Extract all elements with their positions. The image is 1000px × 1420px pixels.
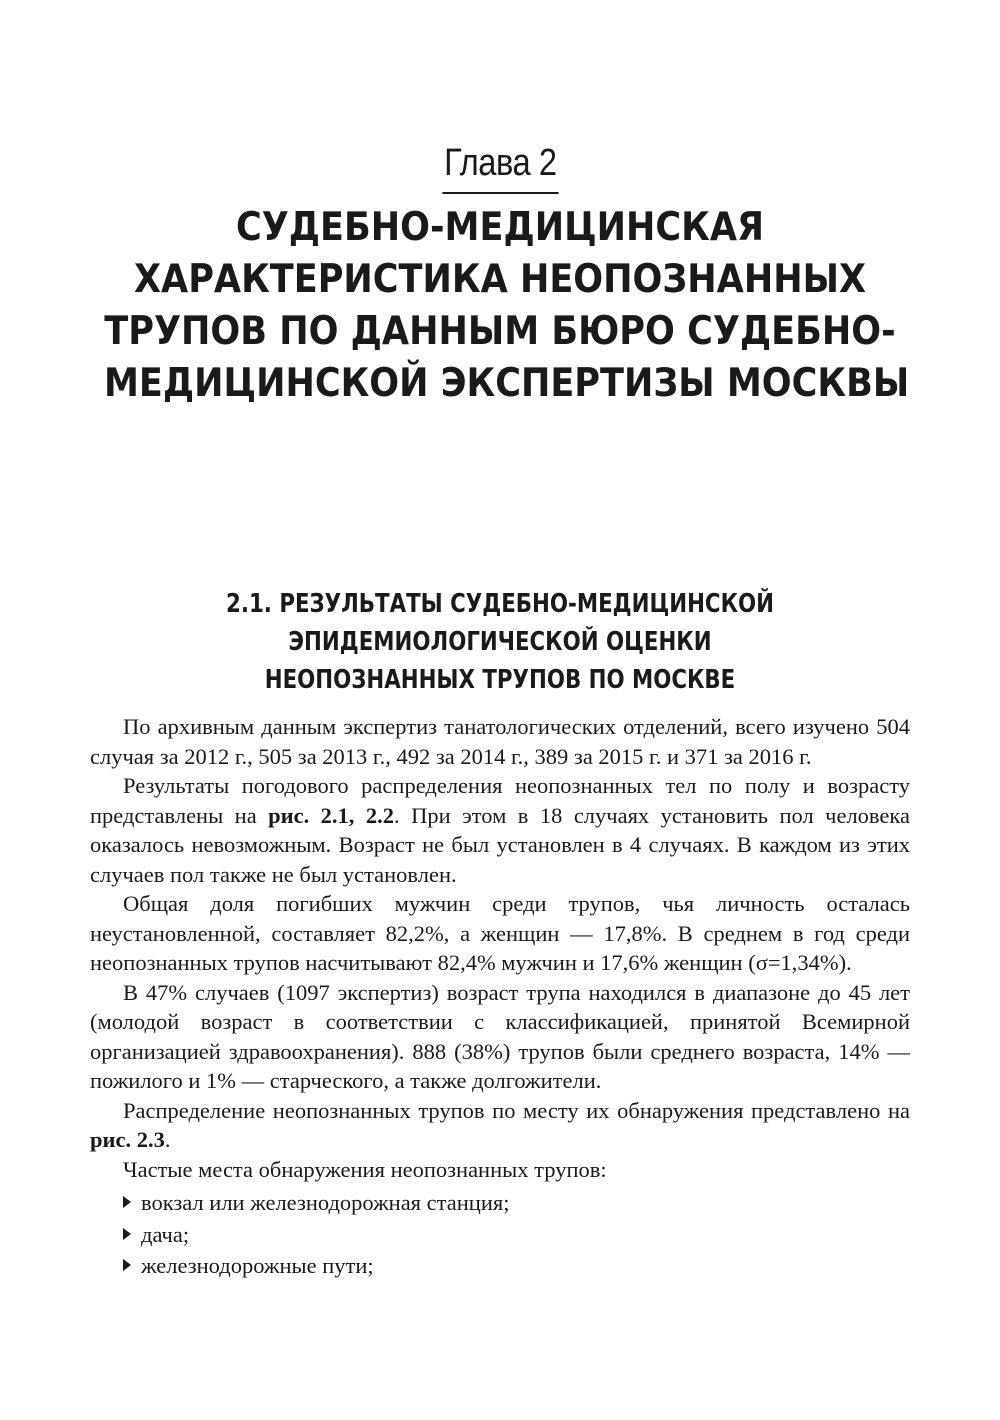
section-title-line: 2.1. РЕЗУЛЬТАТЫ СУДЕБНО-МЕДИЦИНСКОЙ [226, 589, 774, 619]
section-title [100, 585, 900, 699]
paragraph [90, 1096, 910, 1155]
list-item [90, 1251, 910, 1281]
chapter-number: Глава 2 [442, 138, 558, 194]
list-item-text: железнодорожные пути; [141, 1253, 374, 1278]
triangle-bullet-icon [123, 1259, 131, 1271]
paragraph-text: В 47% случаев (1097 экспертиз) возраст трупа находился в диапазоне до 45 лет (молодой возраст в соответствии с классификацией, принятой Всемирной организацией здравоохранения). 888 (38%) трупов были среднего возраста, 14% — пожилого и 1% — старческого, а также долгожители. [90, 979, 910, 1093]
list-item [90, 1220, 910, 1250]
figure-reference: рис. 2.3 [90, 1127, 165, 1152]
body-text [90, 712, 910, 1283]
paragraph-text: Частые места обнаружения неопознанных трупов: [123, 1156, 607, 1182]
chapter-label [0, 138, 1000, 194]
paragraph-text: По архивным данным экспертиз танатологических отделений, всего изучено 504 случая за 2012 г., 505 за 2013 г., 492 за 2014 г., 389 за 2015 г. и 371 за 2016 г. [90, 714, 910, 769]
chapter-title-line: СУДЕБНО-МЕДИЦИНСКАЯ [235, 205, 765, 250]
chapter-title [60, 202, 940, 410]
chapter-title-line: МЕДИЦИНСКОЙ ЭКСПЕРТИЗЫ МОСКВЫ [104, 361, 910, 406]
paragraph-text: . [164, 1127, 171, 1152]
paragraph [90, 978, 910, 1096]
paragraph [90, 712, 910, 771]
list-item [90, 1188, 910, 1218]
chapter-title-line: ХАРАКТЕРИСТИКА НЕОПОЗНАННЫХ [133, 257, 867, 302]
paragraph [90, 889, 910, 978]
figure-reference: рис. 2.1, 2.2 [268, 802, 395, 828]
bullet-list [90, 1188, 910, 1281]
paragraph-text: Общая доля погибших мужчин среди трупов, чья личность осталась неустановленной, составляет 82,2%, а женщин — 17,8%. В среднем в год среди неопознанных трупов насчитывают 82,4% мужчин и 17,6% женщин (σ=1,34%). [90, 891, 910, 975]
paragraph [90, 1155, 910, 1185]
triangle-bullet-icon [123, 1228, 131, 1240]
chapter-title-line: ТРУПОВ ПО ДАННЫМ БЮРО СУДЕБНО- [104, 309, 896, 354]
paragraph-text: Результаты погодового распределения неопознанных тел по полу и возрасту представлены на [90, 773, 910, 828]
paragraph [90, 771, 910, 889]
list-item-text: дача; [141, 1221, 190, 1247]
triangle-bullet-icon [123, 1196, 131, 1208]
section-title-line: ЭПИДЕМИОЛОГИЧЕСКОЙ ОЦЕНКИ [288, 627, 712, 657]
list-item-text: вокзал или железнодорожная станция; [141, 1190, 510, 1215]
paragraph-text: . При этом в 18 случаях установить пол человека оказалось невозможным. Возраст не был установлен в 4 случаях. В каждом из этих случаев пол также не был установлен. [90, 802, 910, 887]
paragraph-text: Распределение неопознанных трупов по месту их обнаружения представлено на [123, 1097, 910, 1123]
section-title-line: НЕОПОЗНАННЫХ ТРУПОВ ПО МОСКВЕ [264, 665, 736, 695]
